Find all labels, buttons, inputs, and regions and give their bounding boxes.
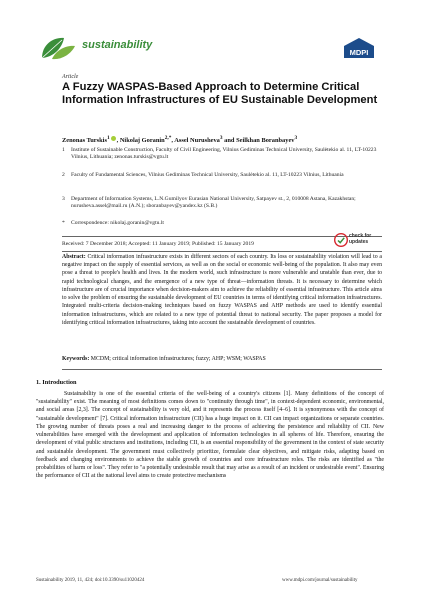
section-title: 1. Introduction bbox=[36, 379, 77, 386]
author-separator: , bbox=[116, 137, 120, 145]
orcid-icon[interactable] bbox=[111, 136, 116, 141]
keywords bbox=[62, 356, 382, 362]
article-type: Article bbox=[62, 74, 79, 80]
author-separator: , bbox=[171, 137, 175, 145]
abstract-text: Critical information infrastructure exists in different sectors of each country. Its loss or sustainability violation will lead to a negative impact on the supply of essential services, as well as on the social or economic well-being of the population. It also may even pose a threat to people's health and lives. In the modern world, such infrastructure is more vulnerable and unstable than ever, due to rapid technological changes, and the emergence of a new type of threat—information threats. It is necessary to determine which infrastructure are of crucial importance when decision-makers aim to achieve the reliability of essential infrastructure. This article aims to solve the problem of ensuring the sustainable development of EU countries in terms of identifying critical information infrastructures. Integrated multi-criteria decision-making techniques based on fuzzy WASPAS and AHP methods are used to identify essential information infrastructures, which are related to a new type of potential threat to national security. The paper proposes a model for identifying critical information infrastructures, taking into account the sustainable development of countries. bbox=[62, 254, 382, 326]
mdpi-logo bbox=[342, 37, 376, 59]
author[interactable]: Seilkhan Boranbayev bbox=[236, 137, 295, 145]
article-title: A Fuzzy WASPAS-Based Approach to Determine Critical Information Infrastructures of EU Sustainable Development bbox=[62, 81, 378, 106]
author-affiliation-sup: 3 bbox=[219, 135, 223, 141]
affiliation-2 bbox=[62, 172, 382, 179]
check-for-updates-icon bbox=[334, 233, 348, 247]
author-affiliation-sup: 1 bbox=[106, 135, 110, 141]
author-affiliation-sup: 2,* bbox=[164, 135, 172, 141]
author[interactable]: Nikolaj Goranin bbox=[119, 137, 165, 145]
publication-dates: Received: 7 December 2018; Accepted: 11 January 2019; Published: 15 January 2019 bbox=[62, 241, 254, 247]
mdpi-logo-text: MDPI bbox=[349, 48, 369, 57]
footer-url[interactable]: www.mdpi.com/journal/sustainability bbox=[282, 578, 358, 583]
journal-name: sustainability bbox=[82, 39, 153, 51]
author[interactable]: Assel Nurusheva bbox=[174, 137, 220, 145]
check-for-updates-badge[interactable] bbox=[334, 233, 384, 251]
affiliation-number: * bbox=[62, 220, 65, 226]
check-for-updates-line: check for bbox=[349, 233, 372, 239]
author-list bbox=[62, 135, 382, 145]
affiliation-1 bbox=[62, 147, 382, 162]
affiliation-text: Correspondence: nikolaj.goranin@vgtu.lt bbox=[71, 220, 164, 226]
affiliation-number: 1 bbox=[62, 147, 65, 153]
affiliation-3 bbox=[62, 196, 382, 211]
author-affiliation-sup: 3 bbox=[294, 135, 298, 141]
divider bbox=[62, 369, 382, 370]
check-for-updates-text bbox=[349, 234, 371, 246]
correspondence bbox=[62, 220, 382, 227]
keywords-label: Keywords: bbox=[62, 356, 90, 362]
affiliation-text: Faculty of Fundamental Sciences, Vilnius Gediminas Technical University, Saulėtekio al. 11, LT-10223 Vilnius, Lithuania bbox=[71, 172, 344, 178]
author[interactable]: Zenonas Turskis bbox=[62, 137, 107, 145]
affiliation-number: 2 bbox=[62, 172, 65, 178]
divider bbox=[62, 251, 382, 252]
author-separator: and bbox=[222, 137, 237, 145]
footer-citation: Sustainability 2019, 11, 424; doi:10.3390/su11020424 bbox=[36, 578, 145, 583]
abstract-label: Abstract: bbox=[62, 254, 86, 260]
body-paragraph: Sustainability is one of the essential criteria of the well-being of a country's citizens [1]. Many definitions of the concept of "sustainability" exist. The meaning of most definitions comes down to "continuity through time", in context-dependent economic, environmental, and social areas [2,3]. The concept of sustainability is very old, and it represents the process itself [4–6]. It is synonymous with the concept of "sustainable development" [7]. Critical information infrastructure (CII) has a huge impact on it. CII can impact organizations or separate countries. The growing number of threats poses a real and increasing danger to the process of achieving the persistence and reliability of CII. New vulnerabilities have emerged with the development and application of information technologies in all spheres of life. Therefore, ensuring the development of vital public structures and institutions, including CII, is an essential responsibility of the government in the context of state security and sustainable development. The government must collectively prioritize, formulate clear objectives, and mitigate risks, adapting based on feedback and changing environments to achieve the stable growth of countries and core infrastructure roles. The risks are identified as "the probabilities of harm or loss". They refer to "a potentially undesirable result that may arise as a result of an incident or undesirable event". Ensuring the performance of CII at the national level aims to create protective mechanisms bbox=[36, 391, 384, 480]
sustainability-leaf-logo bbox=[38, 34, 78, 62]
affiliation-text: Institute of Sustainable Construction, Faculty of Civil Engineering, Vilnius Gediminas Technical University, Saulėtekio al. 11, LT-10223 Vilnius, Lithuania; zenonas.turskis@vgtu.lt bbox=[71, 147, 377, 161]
check-for-updates-line: updates bbox=[349, 238, 369, 245]
keywords-text: MCDM; critical information infrastructures; fuzzy; AHP; WSM; WASPAS bbox=[90, 356, 266, 362]
affiliation-number: 3 bbox=[62, 196, 65, 202]
abstract bbox=[62, 253, 382, 327]
affiliation-text: Department of Information Systems, L.N.Gumilyov Eurasian National University, Satpayev st., 2, 010008 Astana, Kazakhstan; nurusheva.assel@mail.ru (A.N.); sboranbayev@yandex.kz (S.B.) bbox=[71, 196, 356, 210]
